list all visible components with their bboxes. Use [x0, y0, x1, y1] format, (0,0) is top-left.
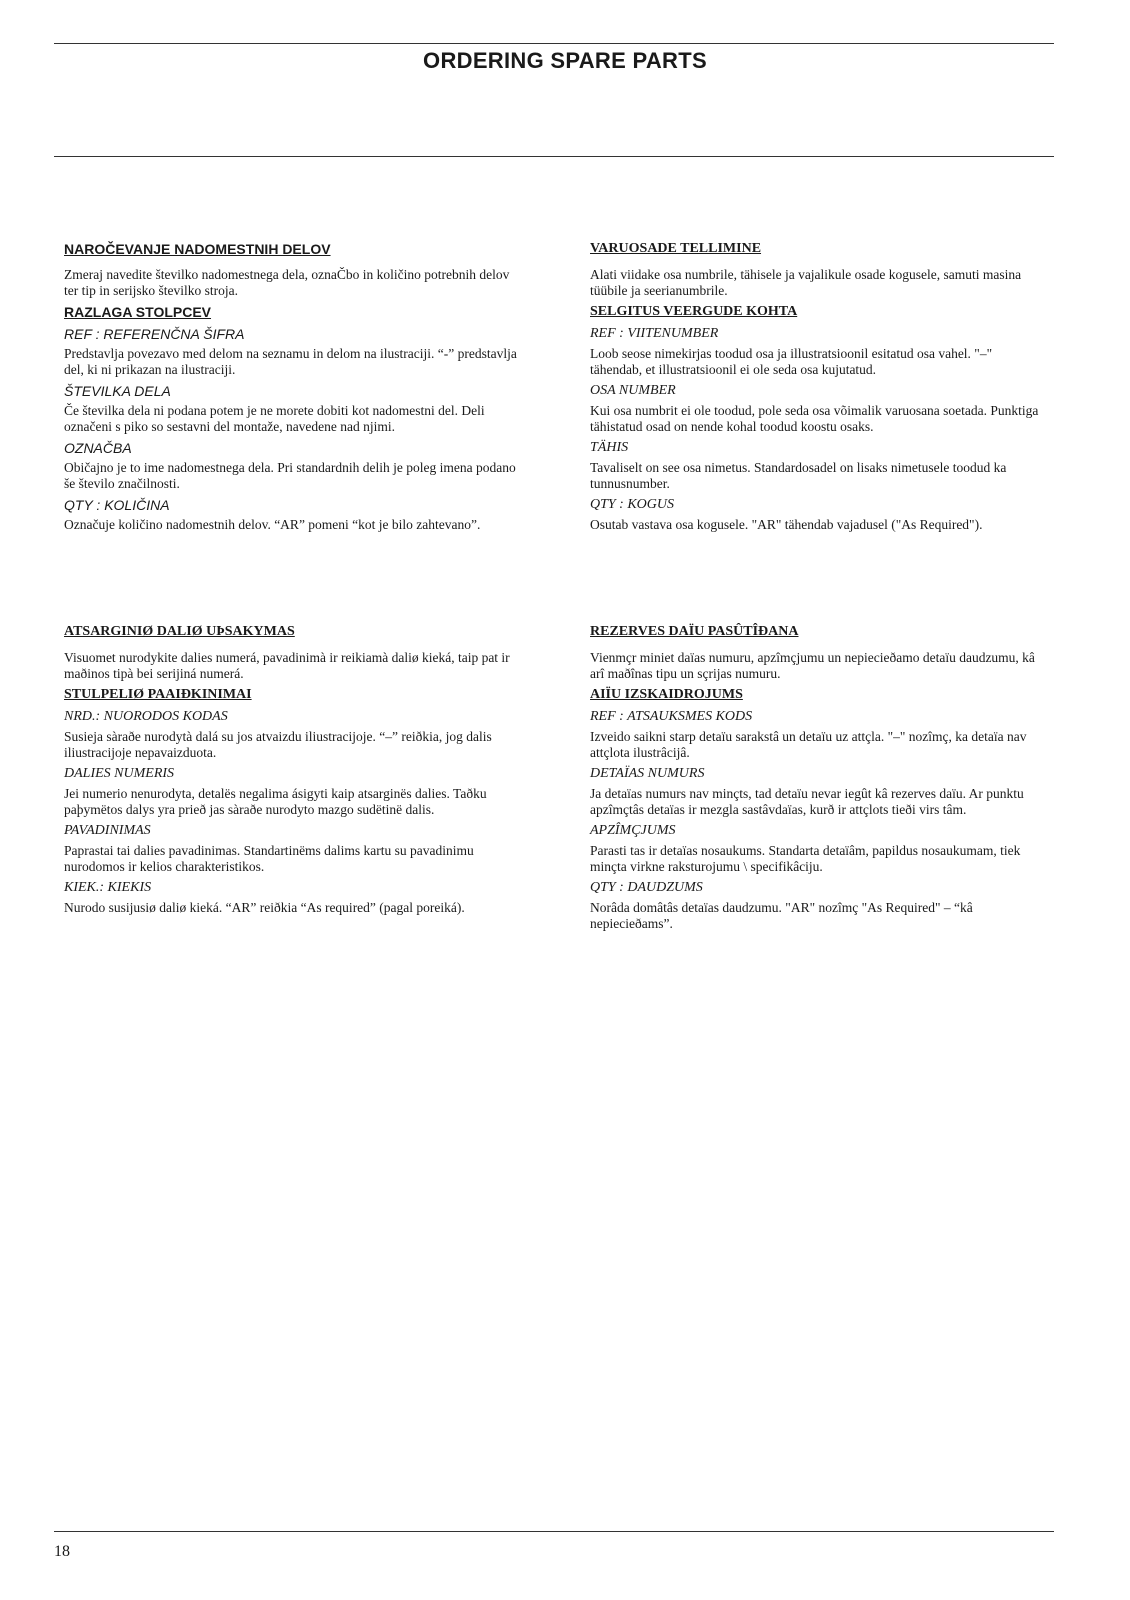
item-label: QTY : KOGUS — [590, 497, 675, 512]
footer-rule — [54, 1531, 1054, 1532]
item-text: Nurodo susijusiø daliø kieká. “AR” reiðkia “As required” (pagal poreiká). — [64, 900, 465, 915]
item-label: REF : VIITENUMBER — [590, 326, 719, 341]
item-label: REF : REFERENČNA ŠIFRA — [64, 326, 245, 342]
page-number: 18 — [54, 1543, 70, 1560]
columns-heading: STULPELIØ PAAIÐKINIMAI — [64, 687, 252, 702]
section-slovenian — [64, 241, 519, 533]
section-intro: Visuomet nurodykite dalies numerá, pavadinimà ir reikiamà daliø kieká, taip pat ir maðinos tipà bei serijiná numerá. — [64, 650, 510, 681]
item-label: QTY : KOLIČINA — [64, 497, 170, 513]
item-text: Ja detaïas numurs nav minçts, tad detaïu nevar iegût kâ rezerves daïu. Ar punktu apzîmçtâs detaïas ir mezgla sastâvdaïas, kurð ir attçlots tieði virs tâm. — [590, 786, 1024, 817]
item-text: Loob seose nimekirjas toodud osa ja illustratsioonil esitatud osa vahel. "–" tähendab, et illustratsioonil ei ole seda osa kujutatud. — [590, 346, 993, 377]
item-label: OZNAČBA — [64, 440, 132, 456]
item-text: Kui osa numbrit ei ole toodud, pole seda osa võimalik varuosana soetada. Punktiga tähistatud osad on nende kohal toodud koostu osaks. — [590, 403, 1039, 434]
item-label: OSA NUMBER — [590, 383, 676, 398]
section-intro: Zmeraj navedite številko nadomestnega dela, oznaČbo in količino potrebnih delov ter tip in serijsko številko stroja. — [64, 267, 510, 298]
item-text: Predstavlja povezavo med delom na seznamu in delom na ilustraciji. “-” predstavlja del, ki ni prikazan na ilustraciji. — [64, 346, 517, 377]
section-heading: ATSARGINIØ DALIØ UÞSAKYMAS — [64, 624, 295, 639]
item-label: QTY : DAUDZUMS — [590, 880, 703, 895]
item-text: Norâda domâtâs detaïas daudzumu. "AR" nozîmç "As Required" – “kâ nepiecieðams”. — [590, 900, 973, 931]
item-label: REF : ATSAUKSMES KODS — [590, 709, 753, 724]
item-label: DALIES NUMERIS — [64, 766, 175, 781]
item-text: Izveido saikni starp detaïu sarakstâ un detaïu uz attçla. "–" nozîmç, ka detaïa nav attçlota ilustrâcijâ. — [590, 729, 1027, 760]
section-latvian — [590, 624, 1045, 931]
section-intro: Vienmçr miniet daïas numuru, apzîmçjumu un nepiecieðamo detaïu daudzumu, kâ arî maðînas tipu un sçrijas numuru. — [590, 650, 1035, 681]
item-text: Paprastai tai dalies pavadinimas. Standartinëms dalims kartu su pavadinimu nurodomos ir kelios charakteristikos. — [64, 843, 474, 874]
item-text: Jei numerio nenurodyta, detalës negalima ásigyti kaip atsarginës dalies. Taðku paþymëtos dalys yra prieð jas sàraðe nurodyto mazgo sudëtinë dalis. — [64, 786, 487, 817]
item-label: TÄHIS — [590, 440, 629, 455]
item-text: Če številka dela ni podana potem je ne morete dobiti kot nadomestni del. Deli označeni s piko so sestavni del montaže, navedene nad njimi. — [64, 403, 485, 434]
item-label: KIEK.: KIEKIS — [64, 880, 152, 895]
section-heading: VARUOSADE TELLIMINE — [590, 241, 762, 256]
columns-heading: RAZLAGA STOLPCEV — [64, 304, 212, 320]
item-label: APZÎMÇJUMS — [590, 823, 676, 838]
section-lithuanian — [64, 624, 519, 916]
top-rule — [54, 43, 1054, 44]
section-heading: NAROČEVANJE NADOMESTNIH DELOV — [64, 241, 331, 257]
section-estonian — [590, 241, 1045, 533]
columns-heading: AIÏU IZSKAIDROJUMS — [590, 687, 743, 702]
title-bottom-rule — [54, 156, 1054, 157]
columns-heading: SELGITUS VEERGUDE KOHTA — [590, 304, 798, 319]
section-heading: REZERVES DAÏU PASÛTÎÐANA — [590, 624, 799, 639]
item-label: DETAÏAS NUMURS — [590, 766, 705, 781]
item-text: Označuje količino nadomestnih delov. “AR” pomeni “kot je bilo zahtevano”. — [64, 517, 481, 532]
section-intro: Alati viidake osa numbrile, tähisele ja vajalikule osade kogusele, samuti masina tüübile ja seerianumbrile. — [590, 267, 1022, 298]
item-label: NRD.: NUORODOS KODAS — [64, 709, 228, 724]
item-label: PAVADINIMAS — [64, 823, 151, 838]
item-text: Običajno je to ime nadomestnega dela. Pri standardnih delih je poleg imena podano še število značilnosti. — [64, 460, 516, 491]
item-text: Parasti tas ir detaïas nosaukums. Standarta detaïâm, papildus nosaukumam, tiek minçta virkne raksturojumu \ specifikâciju. — [590, 843, 1021, 874]
item-text: Tavaliselt on see osa nimetus. Standardosadel on lisaks nimetusele toodud ka tunnusnumber. — [590, 460, 1007, 491]
page-title: ORDERING SPARE PARTS — [423, 48, 707, 73]
item-text: Osutab vastava osa kogusele. "AR" tähendab vajadusel ("As Required"). — [590, 517, 983, 532]
item-text: Susieja sàraðe nurodytà dalá su jos atvaizdu iliustracijoje. “–” reiðkia, jog dalis iliustracijoje nepavaizduota. — [64, 729, 492, 760]
item-label: ŠTEVILKA DELA — [64, 383, 171, 399]
